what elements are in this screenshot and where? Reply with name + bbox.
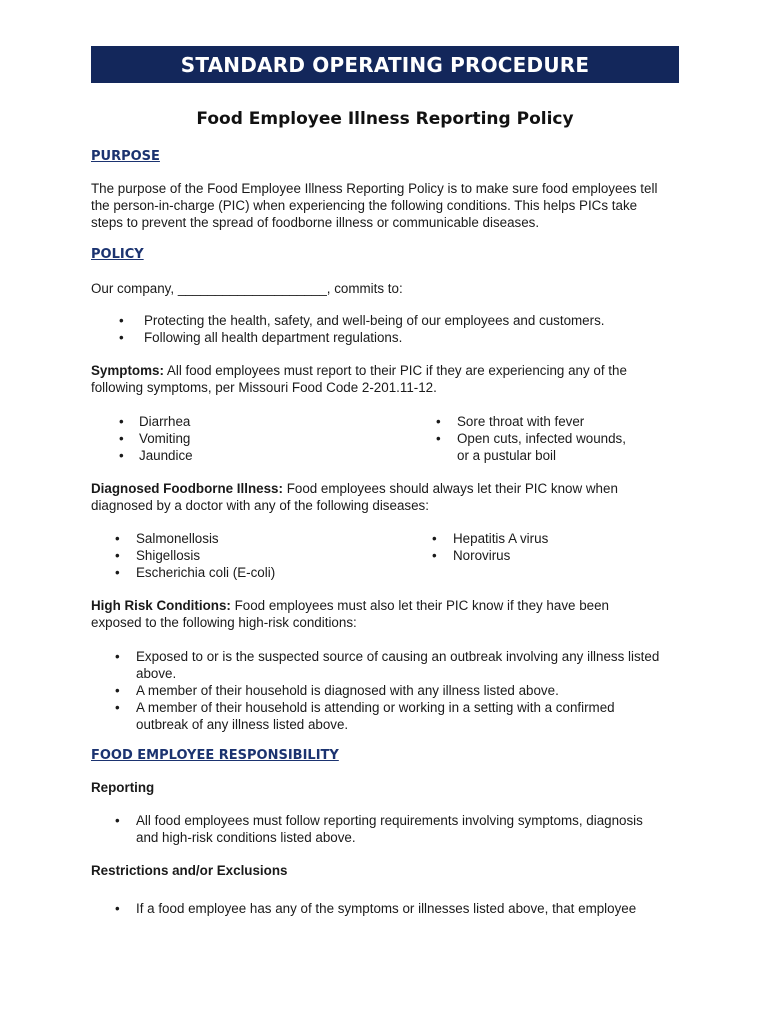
list-item bbox=[432, 413, 692, 430]
list-item: • Salmonellosis bbox=[111, 530, 391, 547]
symptoms-label: Symptoms: bbox=[91, 363, 164, 378]
list-item bbox=[111, 812, 691, 846]
policy-heading: POLICY bbox=[91, 247, 144, 262]
list-item: • Protecting the health, safety, and well-being of our employees and customers. bbox=[115, 312, 675, 329]
list-item bbox=[111, 699, 691, 733]
list-item: • Following all health department regulations. bbox=[115, 329, 675, 346]
list-item: • Norovirus bbox=[428, 547, 688, 564]
diseases-list-left bbox=[111, 530, 391, 581]
list-item-text: A member of their household is attending or working in a setting with a confirmed bbox=[136, 700, 615, 715]
document-title: Food Employee Illness Reporting Policy bbox=[196, 109, 574, 129]
list-item-text: outbreak of any illness listed above. bbox=[136, 717, 349, 732]
commitments-list bbox=[115, 312, 675, 346]
high-risk-text: exposed to the following high-risk conditions: bbox=[91, 615, 357, 630]
list-item-text: Sore throat with fever bbox=[457, 414, 585, 429]
list-item: • Diarrhea bbox=[115, 413, 375, 430]
list-item-text: Open cuts, infected wounds, bbox=[457, 431, 626, 446]
high-risk-text: Food employees must also let their PIC know if they have been bbox=[234, 598, 609, 613]
list-item: • If a food employee has any of the symptoms or illnesses listed above, that employee bbox=[111, 900, 691, 917]
symptoms-list-left bbox=[115, 413, 375, 464]
restrictions-subheading: Restrictions and/or Exclusions bbox=[91, 863, 288, 878]
list-item: • Hepatitis A virus bbox=[428, 530, 688, 547]
list-item-text: A member of their household is diagnosed with any illness listed above. bbox=[136, 683, 559, 698]
diagnosed-label: Diagnosed Foodborne Illness: bbox=[91, 481, 283, 496]
high-risk-list bbox=[111, 648, 691, 733]
symptoms-text: following symptoms, per Missouri Food Code 2-201.11-12. bbox=[91, 380, 437, 395]
list-item: • Shigellosis bbox=[111, 547, 391, 564]
list-item-text: above. bbox=[136, 666, 177, 681]
list-item: • Escherichia coli (E-coli) bbox=[111, 564, 391, 581]
list-item-text: and high-risk conditions listed above. bbox=[136, 830, 356, 845]
list-item-text: or a pustular boil bbox=[457, 448, 556, 463]
purpose-paragraph bbox=[91, 180, 691, 231]
commit-line: Our company, ____________________, commits to: bbox=[91, 281, 403, 296]
high-risk-paragraph bbox=[91, 597, 691, 631]
symptoms-paragraph bbox=[91, 362, 691, 396]
purpose-line: steps to prevent the spread of foodborne illness or communicable diseases. bbox=[91, 215, 540, 230]
diagnosed-paragraph bbox=[91, 480, 691, 514]
diagnosed-text: diagnosed by a doctor with any of the following diseases: bbox=[91, 498, 429, 513]
purpose-line: the person-in-charge (PIC) when experiencing the following conditions. This helps PICs take bbox=[91, 198, 638, 213]
purpose-line: The purpose of the Food Employee Illness Reporting Policy is to make sure food employees tell bbox=[91, 181, 658, 196]
reporting-subheading: Reporting bbox=[91, 780, 155, 795]
list-item-text: Exposed to or is the suspected source of causing an outbreak involving any illness listed bbox=[136, 649, 660, 664]
sop-banner: STANDARD OPERATING PROCEDURE bbox=[91, 46, 679, 83]
purpose-heading: PURPOSE bbox=[91, 149, 160, 164]
list-item bbox=[432, 430, 692, 464]
symptoms-text: All food employees must report to their PIC if they are experiencing any of the bbox=[166, 363, 627, 378]
reporting-list bbox=[111, 812, 691, 846]
restrictions-list bbox=[111, 900, 691, 917]
list-item bbox=[111, 648, 691, 682]
diagnosed-text: Food employees should always let their PIC know when bbox=[286, 481, 618, 496]
list-item bbox=[111, 682, 691, 699]
responsibility-heading: FOOD EMPLOYEE RESPONSIBILITY bbox=[91, 748, 339, 763]
list-item: • Vomiting bbox=[115, 430, 375, 447]
high-risk-label: High Risk Conditions: bbox=[91, 598, 231, 613]
diseases-list-right bbox=[428, 530, 688, 564]
list-item: • Jaundice bbox=[115, 447, 375, 464]
list-item-text: All food employees must follow reporting requirements involving symptoms, diagnosis bbox=[136, 813, 643, 828]
symptoms-list-right bbox=[432, 413, 692, 464]
